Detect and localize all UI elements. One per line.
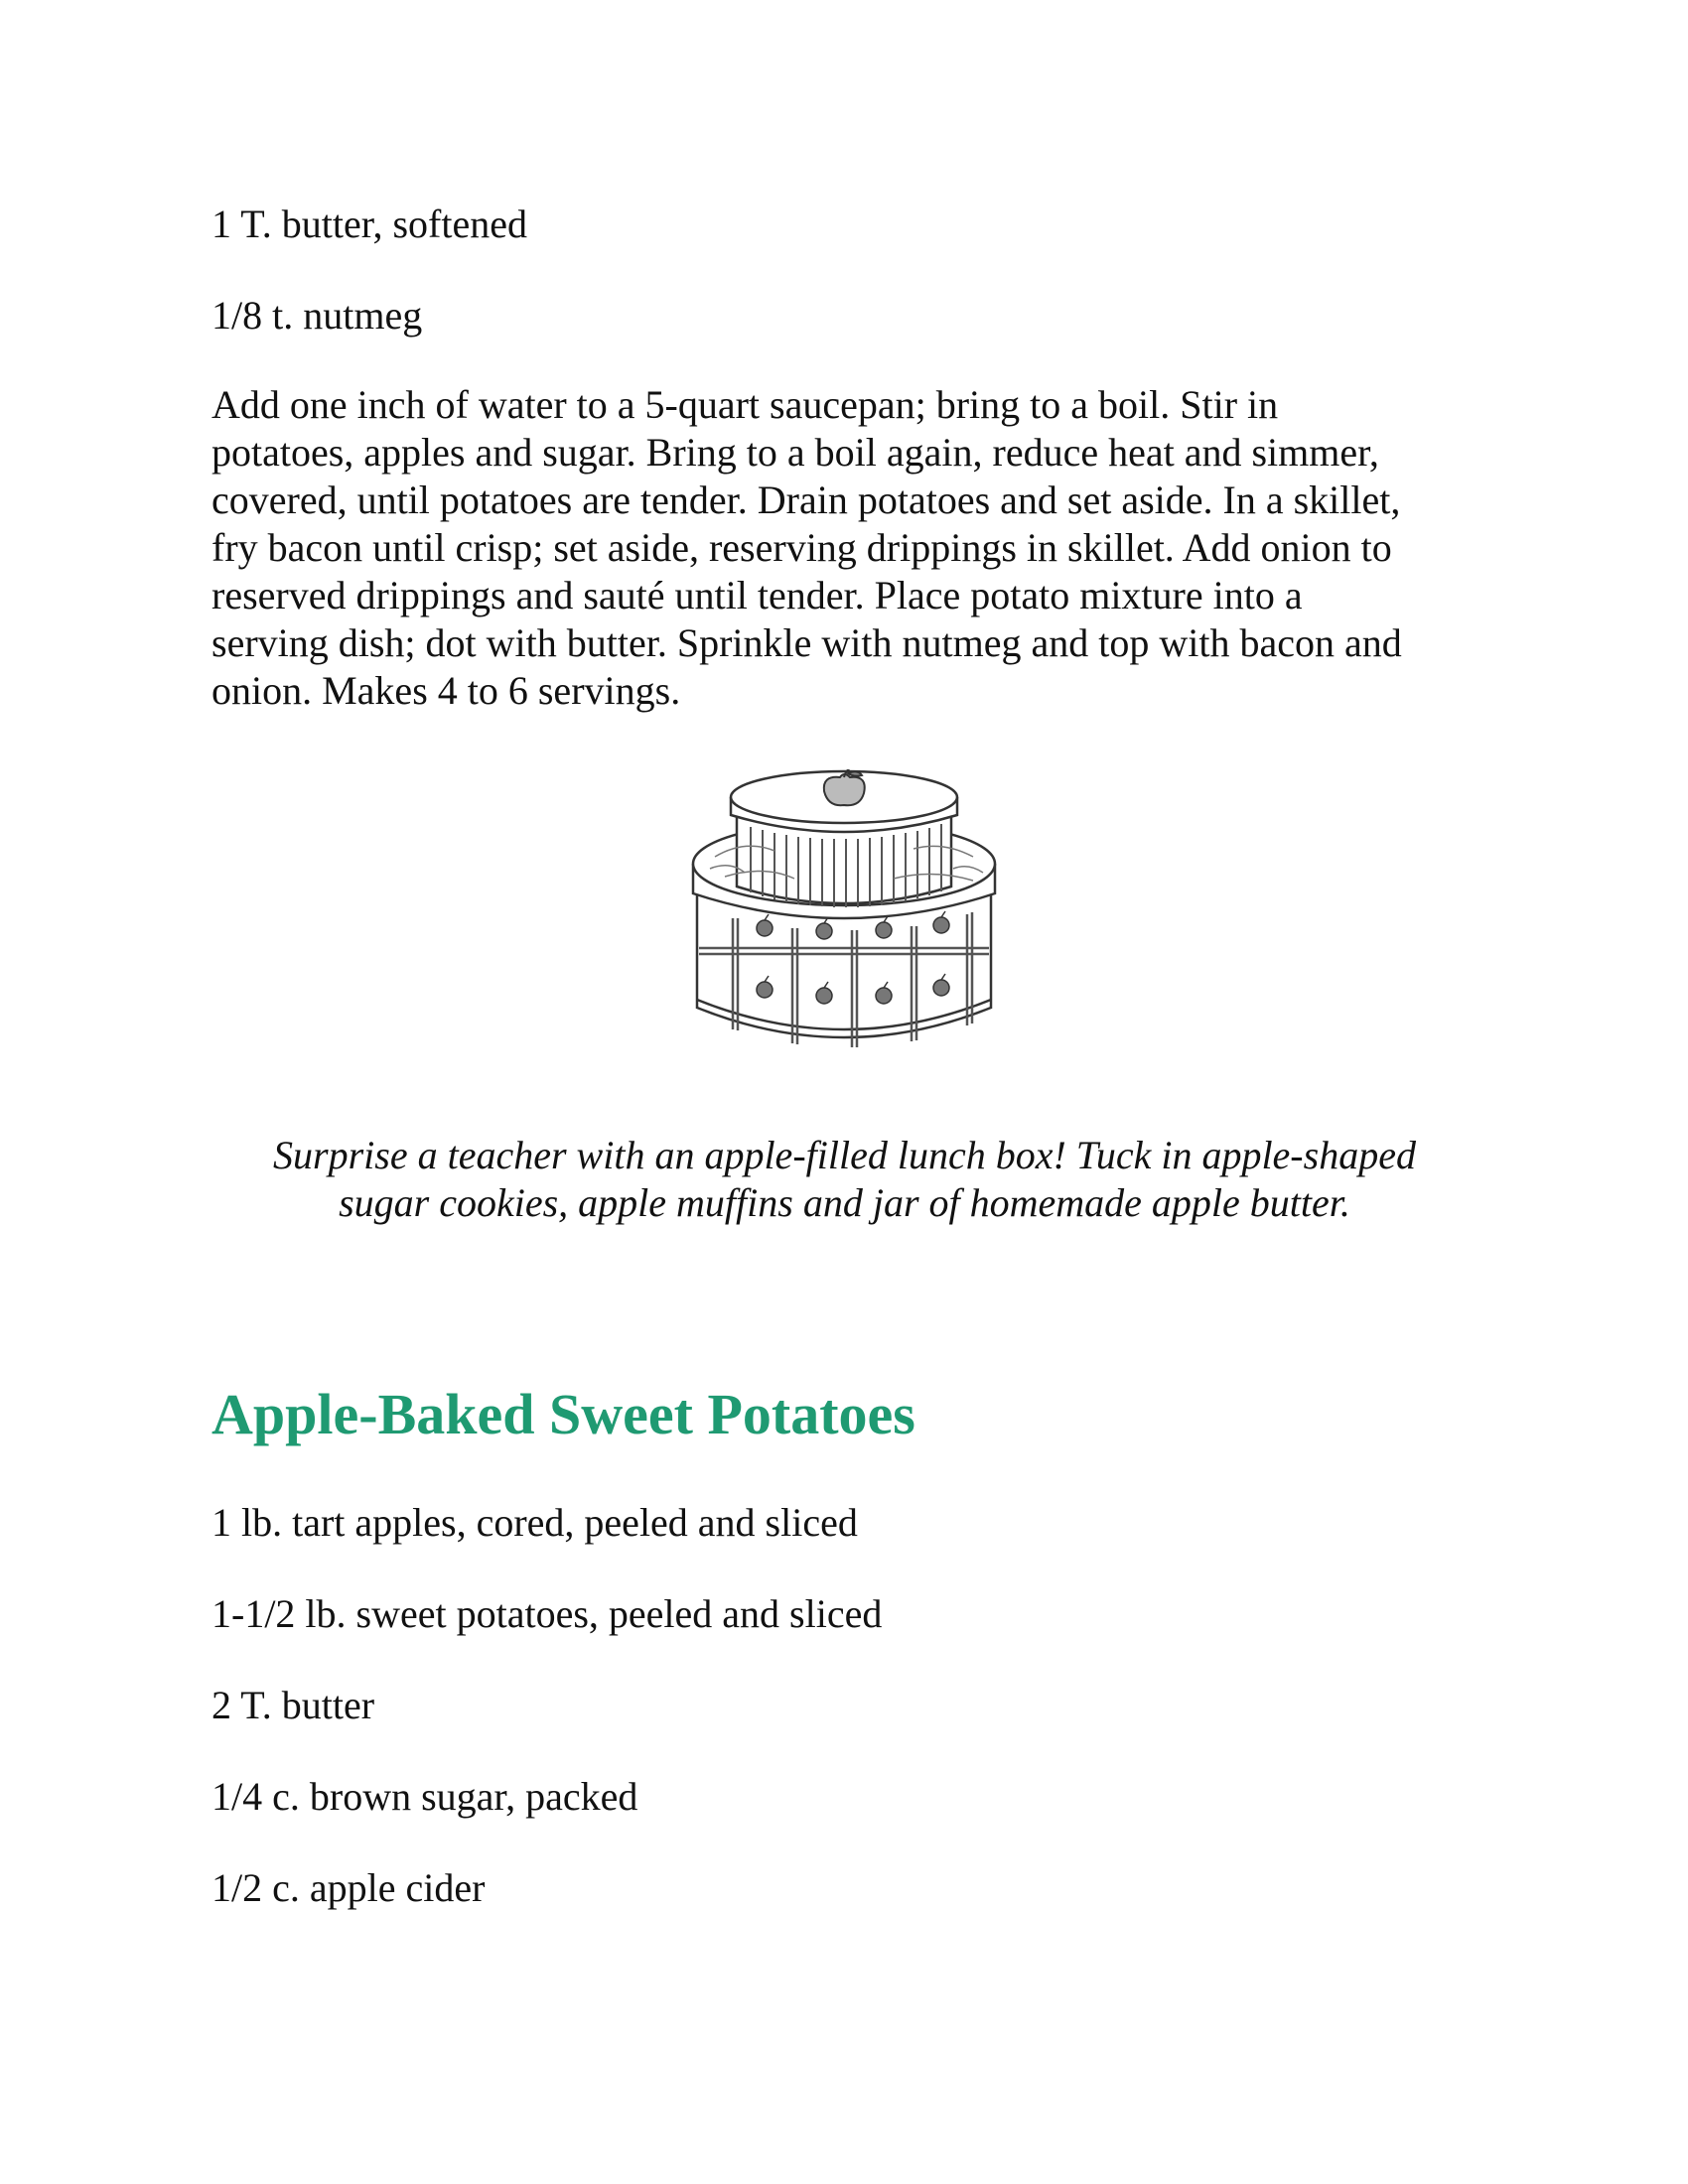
ingredient-nutmeg: 1/8 t. nutmeg (211, 293, 423, 338)
ingredient-butter-2: 2 T. butter (211, 1683, 375, 1727)
directions-line: onion. Makes 4 to 6 servings. (211, 668, 681, 713)
ingredient-sweet-potatoes: 1-1/2 lb. sweet potatoes, peeled and sliced (211, 1591, 883, 1636)
directions-paragraph (211, 381, 1502, 715)
ingredient-apple-cider: 1/2 c. apple cider (211, 1865, 486, 1910)
ingredient-apples: 1 lb. tart apples, cored, peeled and sliced (211, 1500, 858, 1545)
stacked-hatboxes-apple-icon (685, 769, 1003, 1062)
directions-line: serving dish; dot with butter. Sprinkle with nutmeg and top with bacon and (211, 620, 1402, 665)
recipe-title: Apple-Baked Sweet Potatoes (211, 1382, 915, 1446)
directions-line: fry bacon until crisp; set aside, reserving drippings in skillet. Add onion to (211, 525, 1392, 570)
directions-line: potatoes, apples and sugar. Bring to a boil again, reduce heat and simmer, (211, 430, 1379, 475)
tip-caption (211, 1132, 1477, 1227)
directions-line: reserved drippings and sauté until tender. Place potato mixture into a (211, 573, 1303, 617)
tip-line: sugar cookies, apple muffins and jar of homemade apple butter. (339, 1180, 1350, 1225)
directions-line: covered, until potatoes are tender. Drain potatoes and set aside. In a skillet, (211, 478, 1401, 522)
ingredient-butter: 1 T. butter, softened (211, 202, 527, 246)
directions-line: Add one inch of water to a 5-quart saucepan; bring to a boil. Stir in (211, 382, 1279, 427)
ingredient-brown-sugar: 1/4 c. brown sugar, packed (211, 1774, 638, 1819)
tip-line: Surprise a teacher with an apple-filled lunch box! Tuck in apple-shaped (273, 1133, 1416, 1177)
